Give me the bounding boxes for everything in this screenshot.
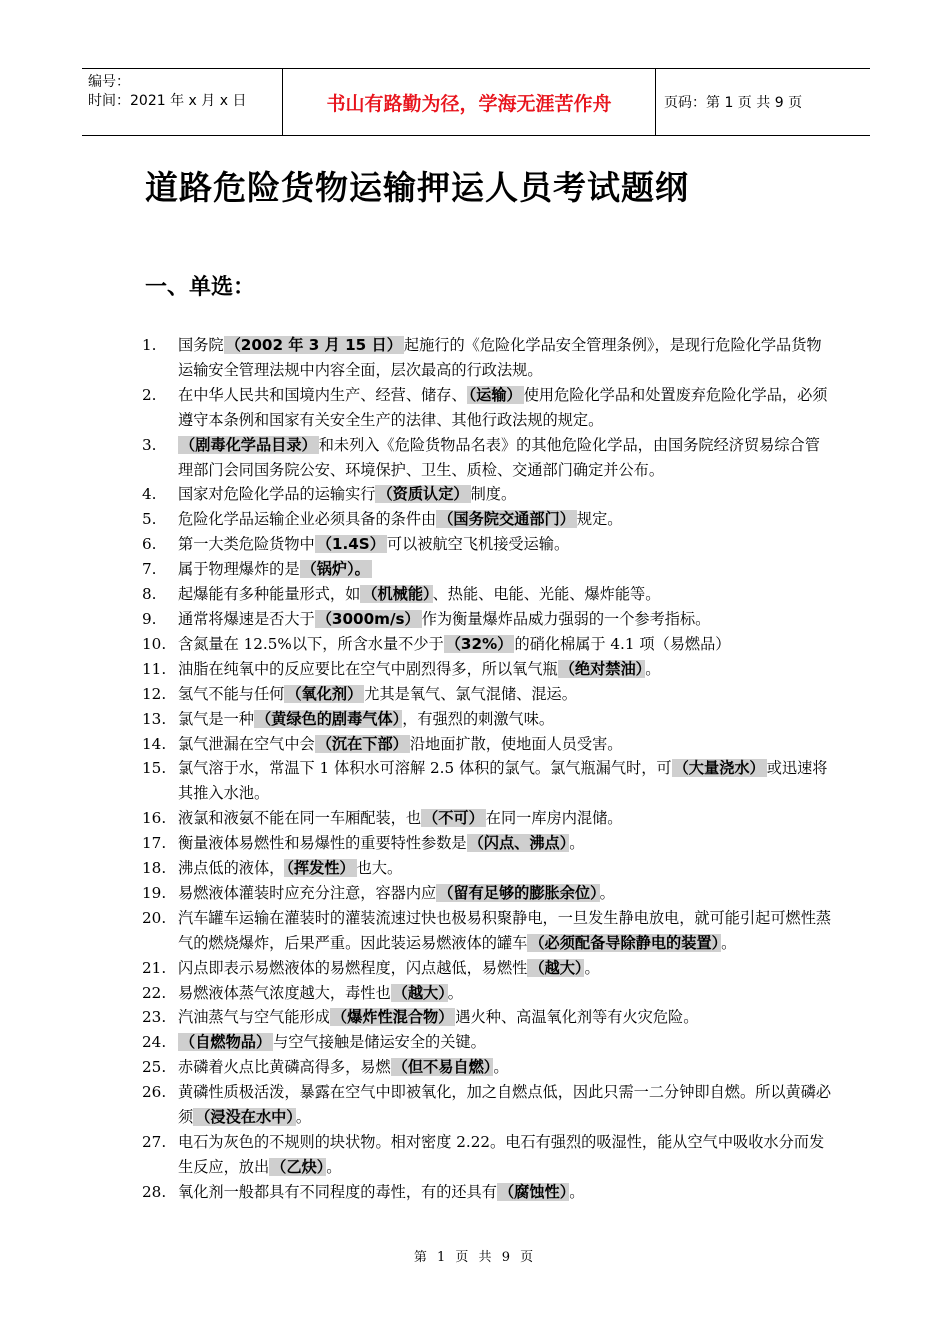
question-text-segment: 规定。 (576, 510, 623, 529)
question-text-segment: 。 (447, 983, 463, 1002)
question-text (178, 682, 832, 707)
question-text (178, 956, 832, 981)
page-footer: 第 1 页 共 9 页 (413, 1250, 537, 1265)
answer-highlight: （32%） (445, 634, 513, 653)
question-item (142, 532, 832, 557)
question-text-segment: 制度。 (470, 485, 517, 504)
question-item (142, 507, 832, 532)
question-text-segment: 油脂在纯氧中的反应要比在空气中剧烈得多，所以氧气瓶 (178, 659, 558, 678)
question-number: 3. (142, 435, 157, 454)
question-text-segment: 。 (599, 883, 615, 902)
question-text-segment: 氯气是一种 (178, 709, 254, 728)
question-number: 12. (142, 684, 167, 703)
question-text-segment: 。 (721, 933, 737, 952)
question-item (142, 1005, 832, 1030)
question-text-segment: 黄磷性质极活泼，暴露在空气中即被氧化，加之自燃点低，因此只需一二分钟即自燃。所以黄磷必须 (178, 1083, 832, 1127)
question-item (142, 806, 832, 831)
section-title: 一、单选： (145, 275, 256, 300)
question-number: 28. (142, 1182, 167, 1201)
question-text-segment: 也大。 (356, 859, 403, 878)
question-text (178, 582, 832, 607)
question-list (142, 333, 832, 1205)
question-item (142, 607, 832, 632)
question-number: 15. (142, 759, 167, 778)
answer-highlight: （黄绿色的剧毒气体） (255, 709, 401, 728)
answer-highlight: （挥发性） (286, 859, 355, 878)
question-text (178, 1030, 832, 1055)
question-number: 6. (142, 535, 157, 554)
question-text (178, 732, 832, 757)
question-text (178, 806, 832, 831)
answer-highlight: （自燃物品） (180, 1033, 272, 1052)
question-number: 23. (142, 1008, 167, 1027)
question-item (142, 1180, 832, 1205)
question-number: 18. (142, 859, 167, 878)
question-number: 22. (142, 983, 167, 1002)
question-text (178, 1055, 832, 1080)
question-item (142, 1055, 832, 1080)
question-text-segment: 使用危险化学品和处置废弃危险化学品，必须遵守本条例和国家有关安全生产的法律、其他行政法规的规定。 (178, 385, 828, 429)
question-item (142, 906, 832, 956)
answer-highlight: （爆炸性混合物） (331, 1008, 454, 1027)
answer-highlight: （乙炔） (271, 1157, 325, 1176)
question-item (142, 856, 832, 881)
question-text (178, 433, 832, 483)
question-number: 5. (142, 510, 157, 529)
question-text-segment: 氯气泄漏在空气中会 (178, 734, 315, 753)
question-text (178, 1130, 832, 1180)
document-header (82, 68, 870, 136)
answer-highlight: （氧化剂） (286, 684, 363, 703)
question-text-segment: 赤磷着火点比黄磷高得多，易燃 (178, 1058, 391, 1077)
question-text-segment: 、热能、电能、光能、爆炸能等。 (432, 585, 661, 604)
question-text (178, 1180, 832, 1205)
question-text-segment: 第一大类危险货物中 (178, 535, 315, 554)
question-text-segment: 。 (569, 834, 585, 853)
question-item (142, 1130, 832, 1180)
question-item (142, 981, 832, 1006)
document-time-label: 时间：2021 年 x 月 x 日 (88, 93, 247, 109)
question-item (142, 732, 832, 757)
question-item (142, 657, 832, 682)
question-item (142, 707, 832, 732)
question-text-segment: 汽油蒸气与空气能形成 (178, 1008, 330, 1027)
question-text-segment: 沿地面扩散，使地面人员受害。 (409, 734, 623, 753)
question-text-segment: 。 (493, 1058, 509, 1077)
answer-highlight: （沉在下部） (316, 734, 408, 753)
question-item (142, 557, 832, 582)
question-text (178, 981, 832, 1006)
question-text-segment: 衡量液体易燃性和易爆性的重要特性参数是 (178, 834, 467, 853)
answer-highlight: （浸没在水中） (195, 1108, 294, 1127)
question-text (178, 657, 832, 682)
question-text-segment: 汽车罐车运输在灌装时的灌装流速过快也极易积聚静电，一旦发生静电放电，就可能引起可燃性蒸气的燃烧爆炸，后果严重。因此装运易燃液体的罐车 (178, 908, 832, 952)
question-item (142, 433, 832, 483)
question-text-segment: 。 (584, 958, 600, 977)
question-text-segment: 闪点即表示易燃液体的易燃程度，闪点越低，易燃性 (178, 958, 528, 977)
question-text (178, 532, 832, 557)
question-text-segment: 的硝化棉属于 4.1 项（易燃品） (514, 634, 731, 653)
question-text-segment: 作为衡量爆炸品威力强弱的一个参考指标。 (421, 609, 711, 628)
question-number: 11. (142, 659, 167, 678)
question-text-segment: 国务院 (178, 336, 224, 354)
question-text-segment: 氢气不能与任何 (178, 684, 285, 703)
question-text-segment: 。 (569, 1182, 585, 1201)
question-text-segment: ，有强烈的刺激气味。 (402, 709, 555, 728)
answer-highlight: （大量浇水） (673, 759, 765, 778)
question-text-segment: 通常将爆速是否大于 (178, 609, 315, 628)
question-item (142, 333, 832, 383)
question-item (142, 682, 832, 707)
question-text-segment: 和未列入《危险货物品名表》的其他危险化学品，由国务院经济贸易综合管理部门会同国务院公安、环境保护、卫生、质检、交通部门确定并公布。 (178, 435, 820, 479)
document-title: 道路危险货物运输押运人员考试题纲 (145, 168, 689, 207)
question-text (178, 756, 832, 806)
question-text (178, 383, 832, 433)
question-number: 9. (142, 609, 157, 628)
question-number: 7. (142, 560, 157, 579)
question-number: 13. (142, 709, 167, 728)
question-text-segment: 尤其是氧气、氯气混储、混运。 (364, 684, 577, 703)
question-text-segment: 。 (295, 1108, 312, 1127)
header-meta (82, 69, 282, 135)
question-text-segment: 危险化学品运输企业必须具备的条件由 (178, 510, 437, 529)
question-number: 24. (142, 1033, 167, 1052)
question-text-segment: 与空气接触是储运安全的关键。 (273, 1033, 486, 1052)
question-number: 27. (142, 1133, 167, 1151)
answer-highlight: （留有足够的膨胀余位） (438, 883, 598, 902)
question-item (142, 1030, 832, 1055)
question-item (142, 831, 832, 856)
question-text-segment: 起爆能有多种能量形式，如 (178, 585, 361, 604)
answer-highlight: （机械能） (362, 585, 431, 604)
question-text (178, 557, 832, 582)
answer-highlight: （必须配备导除静电的装置） (529, 933, 720, 952)
question-item (142, 881, 832, 906)
question-text (178, 881, 832, 906)
question-text (178, 856, 832, 881)
question-text-segment: 在中华人民共和国境内生产、经营、储存、 (178, 385, 467, 404)
question-item (142, 582, 832, 607)
question-text-segment: 氧化剂一般都具有不同程度的毒性，有的还具有 (178, 1182, 497, 1201)
answer-highlight: （越大） (529, 958, 583, 977)
question-text-segment: 电石为灰色的不规则的块状物。相对密度 2.22。电石有强烈的吸湿性，能从空气中吸收水分而发生反应，放出 (178, 1133, 825, 1176)
question-number: 26. (142, 1083, 167, 1102)
question-text (178, 1005, 832, 1030)
question-number: 8. (142, 585, 157, 604)
question-text-segment: 易燃液体灌装时应充分注意，容器内应 (178, 883, 437, 902)
question-text-segment: 含氮量在 12.5%以下，所含水量不少于 (178, 634, 444, 653)
question-text-segment: 国家对危险化学品的运输实行 (178, 485, 376, 504)
question-item (142, 383, 832, 433)
answer-highlight: （国务院交通部门） (438, 510, 575, 529)
question-text-segment: 液氯和液氨不能在同一车厢配装，也 (178, 809, 421, 828)
question-text (178, 831, 832, 856)
question-text-segment: 属于物理爆炸的是 (178, 560, 300, 579)
document-number-label: 编号： (88, 74, 130, 90)
question-number: 19. (142, 883, 167, 902)
answer-highlight: （绝对禁油） (559, 659, 644, 678)
header-motto: 书山有路勤为径，学海无涯苦作舟 (282, 69, 656, 135)
question-number: 1. (142, 336, 157, 354)
question-text-segment: 。 (645, 659, 661, 678)
question-number: 17. (142, 834, 167, 853)
question-number: 16. (142, 809, 167, 828)
answer-highlight: （3000m/s） (316, 609, 420, 628)
question-text (178, 607, 832, 632)
question-text-segment: 易燃液体蒸气浓度越大，毒性也 (178, 983, 391, 1002)
question-number: 20. (142, 908, 167, 927)
question-number: 2. (142, 385, 157, 404)
question-text-segment: 沸点低的液体， (178, 859, 285, 878)
question-number: 4. (142, 485, 157, 504)
question-number: 10. (142, 634, 167, 653)
answer-highlight: （但不易自燃） (392, 1058, 492, 1077)
answer-highlight: （运输） (468, 385, 522, 404)
answer-highlight: （闪点、沸点） (468, 834, 568, 853)
question-text-segment: 可以被航空飞机接受运输。 (386, 535, 570, 554)
answer-highlight: （1.4S） (316, 535, 385, 554)
question-text (178, 507, 832, 532)
question-number: 14. (142, 734, 167, 753)
question-text (178, 333, 832, 383)
question-number: 21. (142, 958, 167, 977)
question-item (142, 482, 832, 507)
question-text (178, 707, 832, 732)
question-text (178, 906, 832, 956)
question-text (178, 1080, 832, 1130)
question-text-segment: 或迅速将其推入水池。 (178, 759, 828, 803)
question-item (142, 956, 832, 981)
question-text-segment: 起施行的《危险化学品安全管理条例》，是现行危险化学品货物运输安全管理法规中内容全面，层次最高的行政法规。 (178, 336, 822, 379)
answer-highlight: （2002 年 3 月 15 日） (225, 336, 402, 354)
header-page-label: 页码：第 1 页 共 9 页 (664, 95, 803, 111)
question-number: 25. (142, 1058, 167, 1077)
question-item (142, 1080, 832, 1130)
question-text (178, 482, 832, 507)
question-text-segment: 在同一库房内混储。 (485, 809, 623, 828)
answer-highlight: （锅炉）。 (301, 560, 370, 579)
question-item (142, 632, 832, 657)
answer-highlight: （资质认定） (377, 485, 469, 504)
answer-highlight: （越大） (392, 983, 446, 1002)
question-text (178, 632, 832, 657)
answer-highlight: （剧毒化学品目录） (180, 435, 317, 454)
question-text-segment: 遇火种、高温氧化剂等有火灾危险。 (455, 1008, 699, 1027)
answer-highlight: （不可） (423, 809, 484, 828)
answer-highlight: （腐蚀性） (498, 1182, 568, 1201)
question-text-segment: 。 (326, 1157, 342, 1176)
question-item (142, 756, 832, 806)
question-text-segment: 氯气溶于水，常温下 1 体积水可溶解 2.5 体积的氯气。氯气瓶漏气时，可 (178, 759, 672, 778)
